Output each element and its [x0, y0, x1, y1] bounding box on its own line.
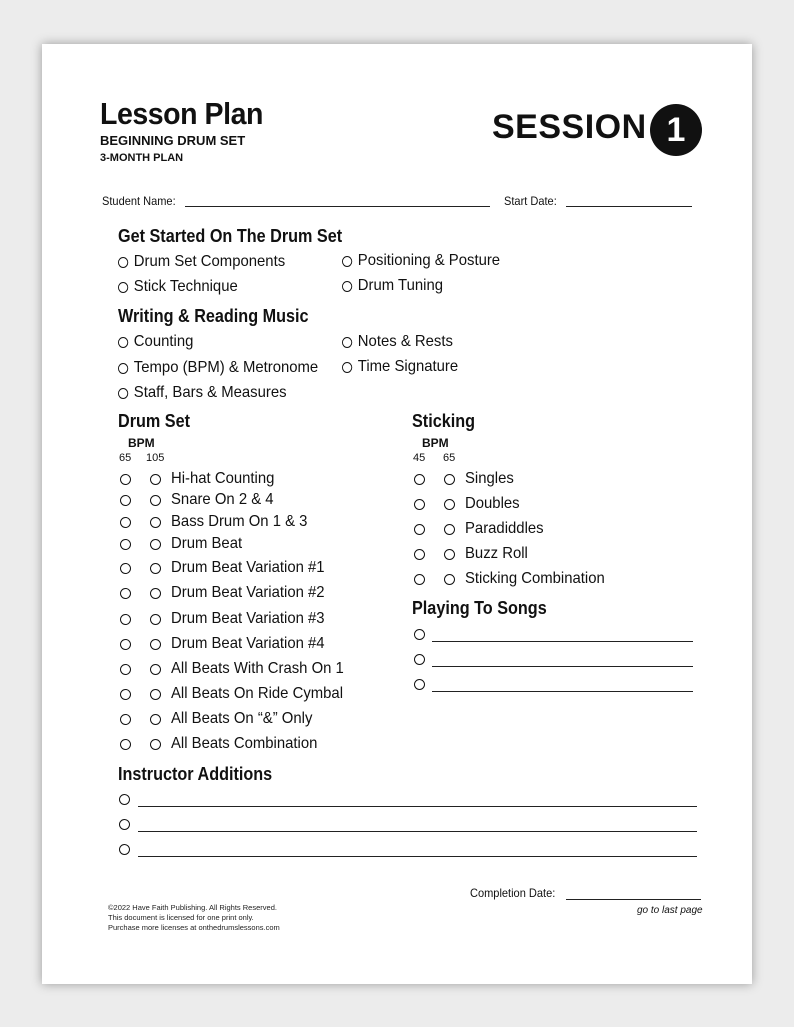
checkbox-circle-icon[interactable]	[414, 549, 425, 560]
section-heading-writing-reading: Writing & Reading Music	[118, 306, 309, 326]
checklist-item[interactable]: Staff, Bars & Measures	[118, 384, 287, 402]
student-name-label: Student Name:	[102, 194, 176, 208]
checkbox-circle-icon[interactable]	[120, 588, 131, 599]
drum-set-row[interactable]: All Beats With Crash On 1	[120, 660, 357, 678]
checklist-item[interactable]: Counting	[118, 333, 193, 351]
drum-set-row[interactable]: Drum Beat Variation #1	[120, 559, 336, 577]
checkbox-circle-icon[interactable]	[120, 739, 131, 750]
song-entry-line[interactable]	[432, 691, 693, 692]
checkbox-circle-icon[interactable]	[120, 689, 131, 700]
checkbox-circle-icon[interactable]	[150, 714, 161, 725]
checkbox-circle-icon[interactable]	[119, 819, 130, 830]
drum-set-row[interactable]: Drum Beat	[120, 535, 247, 553]
student-name-field[interactable]	[185, 206, 490, 207]
checkbox-circle-icon[interactable]	[414, 499, 425, 510]
checkbox-circle-icon[interactable]	[414, 654, 425, 665]
bpm-value: 65	[443, 452, 456, 464]
page-subtitle: BEGINNING DRUM SET	[100, 133, 246, 148]
checkbox-circle-icon[interactable]	[120, 664, 131, 675]
bpm-label: BPM	[128, 436, 155, 450]
checkbox-circle-icon[interactable]	[150, 588, 161, 599]
go-to-last-page-link[interactable]: go to last page	[637, 905, 703, 916]
plan-length: 3-MONTH PLAN	[100, 152, 184, 164]
checklist-item[interactable]: Time Signature	[342, 358, 458, 376]
checkbox-circle-icon[interactable]	[342, 281, 352, 292]
drum-set-row[interactable]: All Beats Combination	[120, 735, 328, 753]
completion-date-field[interactable]	[566, 899, 701, 900]
bpm-value: 65	[119, 452, 132, 464]
checkbox-circle-icon[interactable]	[120, 614, 131, 625]
checklist-item[interactable]: Drum Tuning	[342, 277, 443, 295]
checkbox-circle-icon[interactable]	[150, 474, 161, 485]
drum-set-row[interactable]: Hi-hat Counting	[120, 470, 282, 488]
checklist-item[interactable]: Notes & Rests	[342, 333, 453, 351]
start-date-field[interactable]	[566, 206, 692, 207]
checkbox-circle-icon[interactable]	[119, 794, 130, 805]
checkbox-circle-icon[interactable]	[342, 256, 352, 267]
purchase-text: Purchase more licenses at onthedrumslessons.com	[108, 923, 280, 932]
checkbox-circle-icon[interactable]	[444, 499, 455, 510]
footer-notice	[108, 903, 280, 933]
checkbox-circle-icon[interactable]	[150, 739, 161, 750]
section-heading-get-started: Get Started On The Drum Set	[118, 226, 343, 246]
sticking-row[interactable]: Doubles	[414, 495, 524, 513]
checkbox-circle-icon[interactable]	[414, 574, 425, 585]
drum-set-row[interactable]: All Beats On Ride Cymbal	[120, 685, 356, 703]
sticking-row[interactable]: Sticking Combination	[414, 570, 615, 588]
checkbox-circle-icon[interactable]	[414, 524, 425, 535]
checkbox-circle-icon[interactable]	[444, 549, 455, 560]
session-number-badge: 1	[650, 104, 702, 156]
instructor-entry-line[interactable]	[138, 856, 697, 857]
page-title: Lesson Plan	[100, 96, 263, 131]
drum-set-row[interactable]: All Beats On “&” Only	[120, 710, 323, 728]
checkbox-circle-icon[interactable]	[120, 474, 131, 485]
start-date-label: Start Date:	[504, 194, 557, 208]
checkbox-circle-icon[interactable]	[150, 495, 161, 506]
drum-set-row[interactable]: Snare On 2 & 4	[120, 491, 281, 509]
checkbox-circle-icon[interactable]	[150, 664, 161, 675]
checkbox-circle-icon[interactable]	[118, 282, 128, 293]
checkbox-circle-icon[interactable]	[150, 539, 161, 550]
drum-set-row[interactable]: Drum Beat Variation #4	[120, 635, 336, 653]
checkbox-circle-icon[interactable]	[118, 257, 128, 268]
checkbox-circle-icon[interactable]	[120, 495, 131, 506]
checkbox-circle-icon[interactable]	[120, 714, 131, 725]
checkbox-circle-icon[interactable]	[150, 689, 161, 700]
bpm-value: 45	[413, 452, 426, 464]
drum-set-row[interactable]: Drum Beat Variation #2	[120, 584, 336, 602]
drum-set-row[interactable]: Drum Beat Variation #3	[120, 610, 336, 628]
drum-set-row[interactable]: Bass Drum On 1 & 3	[120, 513, 318, 531]
checkbox-circle-icon[interactable]	[414, 474, 425, 485]
checkbox-circle-icon[interactable]	[119, 844, 130, 855]
instructor-entry-line[interactable]	[138, 806, 697, 807]
section-heading-drum-set: Drum Set	[118, 411, 191, 431]
checkbox-circle-icon[interactable]	[444, 574, 455, 585]
license-text: This document is licensed for one print only.	[108, 913, 254, 922]
bpm-value: 105	[146, 452, 165, 464]
checkbox-circle-icon[interactable]	[120, 563, 131, 574]
song-entry-line[interactable]	[432, 666, 693, 667]
checkbox-circle-icon[interactable]	[342, 362, 352, 373]
checkbox-circle-icon[interactable]	[342, 337, 352, 348]
checkbox-circle-icon[interactable]	[120, 639, 131, 650]
checkbox-circle-icon[interactable]	[118, 388, 128, 399]
instructor-entry-line[interactable]	[138, 831, 697, 832]
copyright-text: ©2022 Have Faith Publishing. All Rights Reserved.	[108, 903, 277, 912]
sticking-row[interactable]: Buzz Roll	[414, 545, 533, 563]
sticking-row[interactable]: Paradiddles	[414, 520, 550, 538]
checkbox-circle-icon[interactable]	[444, 474, 455, 485]
lesson-plan-sheet	[42, 44, 752, 984]
checkbox-circle-icon[interactable]	[444, 524, 455, 535]
sticking-row[interactable]: Singles	[414, 470, 517, 488]
section-heading-playing-songs: Playing To Songs	[412, 598, 547, 618]
bpm-label: BPM	[422, 436, 449, 450]
checkbox-circle-icon[interactable]	[414, 679, 425, 690]
checkbox-circle-icon[interactable]	[120, 517, 131, 528]
checkbox-circle-icon[interactable]	[150, 563, 161, 574]
session-label: SESSION	[492, 108, 647, 146]
checklist-item[interactable]: Tempo (BPM) & Metronome	[118, 359, 318, 377]
checkbox-circle-icon[interactable]	[414, 629, 425, 640]
checklist-item[interactable]: Positioning & Posture	[342, 252, 500, 270]
checkbox-circle-icon[interactable]	[150, 639, 161, 650]
checklist-item[interactable]: Drum Set Components	[118, 253, 285, 271]
section-heading-instructor-additions: Instructor Additions	[118, 764, 273, 784]
checkbox-circle-icon[interactable]	[120, 539, 131, 550]
checkbox-circle-icon[interactable]	[118, 363, 128, 374]
completion-date-label: Completion Date:	[470, 886, 556, 900]
song-entry-line[interactable]	[432, 641, 693, 642]
section-heading-sticking: Sticking	[412, 411, 476, 431]
checkbox-circle-icon[interactable]	[118, 337, 128, 348]
checklist-item[interactable]: Stick Technique	[118, 278, 238, 296]
checkbox-circle-icon[interactable]	[150, 614, 161, 625]
checkbox-circle-icon[interactable]	[150, 517, 161, 528]
